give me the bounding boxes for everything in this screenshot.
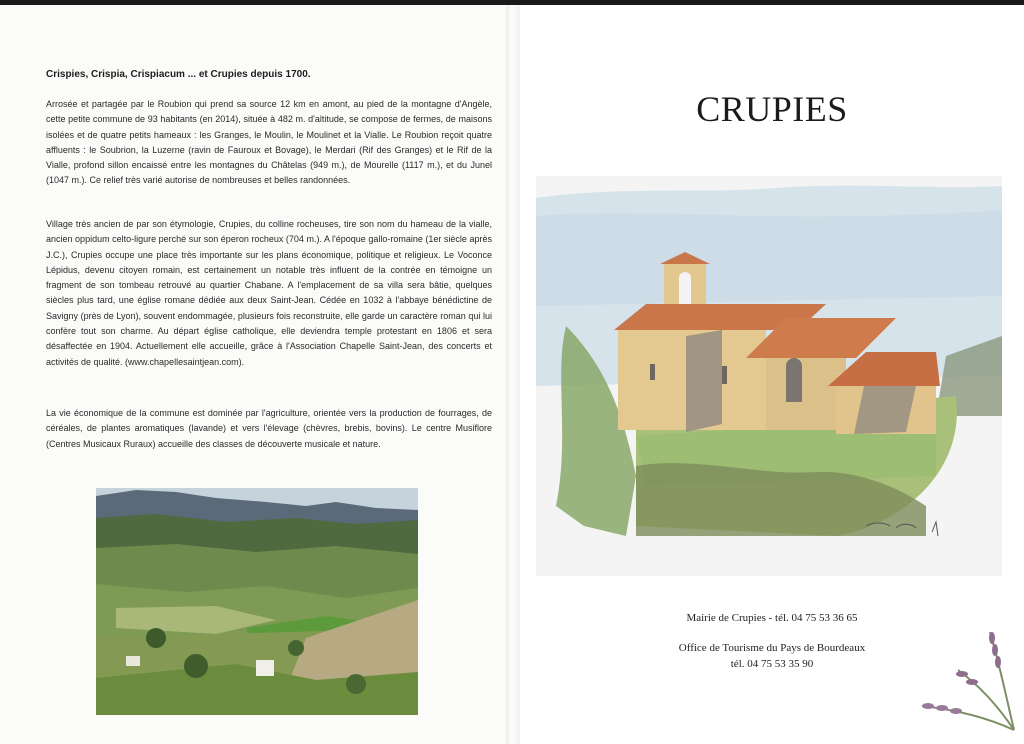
lavender-sprig-illustration: [918, 626, 1022, 732]
page-fold: [506, 5, 520, 744]
valley-photo: [96, 488, 418, 715]
village-title: CRUPIES: [696, 89, 848, 129]
tourism-office-phone: tél. 04 75 53 35 90: [730, 658, 814, 670]
paragraph-history: Village très ancien de par son étymologie, Crupies, du colline rocheuses, tire son nom du hameau de la vialle, ancien oppidum celto-ligure perché sur son éperon rocheux (704 m.). A l'époque gallo-romaine (1er siècle après J.C.), Crupies occupe une place très importante sur les plans économique, politique et religieux. Le Voconce Lépidus, devenu citoyen romain, est certainement un notable très influent de la contrée en témoigne un fragment de son tombeau retrouvé au quartier Chabane. A l'emplacement de sa villa sera bâtie, quelques siècles plus tard, une église romane dédiée aux deux Saint-Jean. Cédée en 1032 à l'abbaye bénédictine de Savigny (près de Lyon), souvent endommagée, plusieurs fois reconstruite, elle garde un caractère roman qui lui confère tout son charme. Au départ église catholique, elle deviendra temple protestant en 1806 et sera désaffectée en 1904. Actuellement elle accueille, grâce à l'Association Chapelle Saint-Jean, des concerts et activités de qualité. (www.chapellesaintjean.com).: [46, 219, 492, 367]
church-watercolor: [536, 176, 1002, 576]
history-heading: Crispies, Crispia, Crispiacum ... et Crupies depuis 1700.: [46, 69, 311, 80]
paragraph-geography: Arrosée et partagée par le Roubion qui prend sa source 12 km en amont, au pied de la montagne d'Angèle, cette petite commune de 93 habitants (en 2014), située à 482 m. d'altitude, se compose de fermes, de maisons isolées et de quatre petits hameaux : les Granges, le Moulin, le Moulinet et la Vialle. Le Roubion reçoit quatre affluents : le Soubrion, la Luzerne (ravin de Fauroux et Bovage), le Merdari (Rif des Granges) et le Rif de la Vialle, profond sillon encaissé entre les montagnes du Châtelas (949 m.), de Mourelle (1117 m.), et du Junel (1047 m.). Ce relief très varié autorise de nombreuses et belles randonnées.: [46, 99, 492, 186]
mairie-contact: Mairie de Crupies - tél. 04 75 53 36 65: [686, 612, 858, 624]
tourism-office-name: Office de Tourisme du Pays de Bourdeaux: [678, 642, 866, 654]
paragraph-economy: La vie économique de la commune est dominée par l'agriculture, orientée vers la production de fourrages, de céréales, de plantes aromatiques (lavande) et vers l'élevage (chèvres, brebis, bovins). Le centre Musiflore (Centres Musicaux Ruraux) accueille des classes de découverte musicale et nature.: [46, 408, 492, 449]
